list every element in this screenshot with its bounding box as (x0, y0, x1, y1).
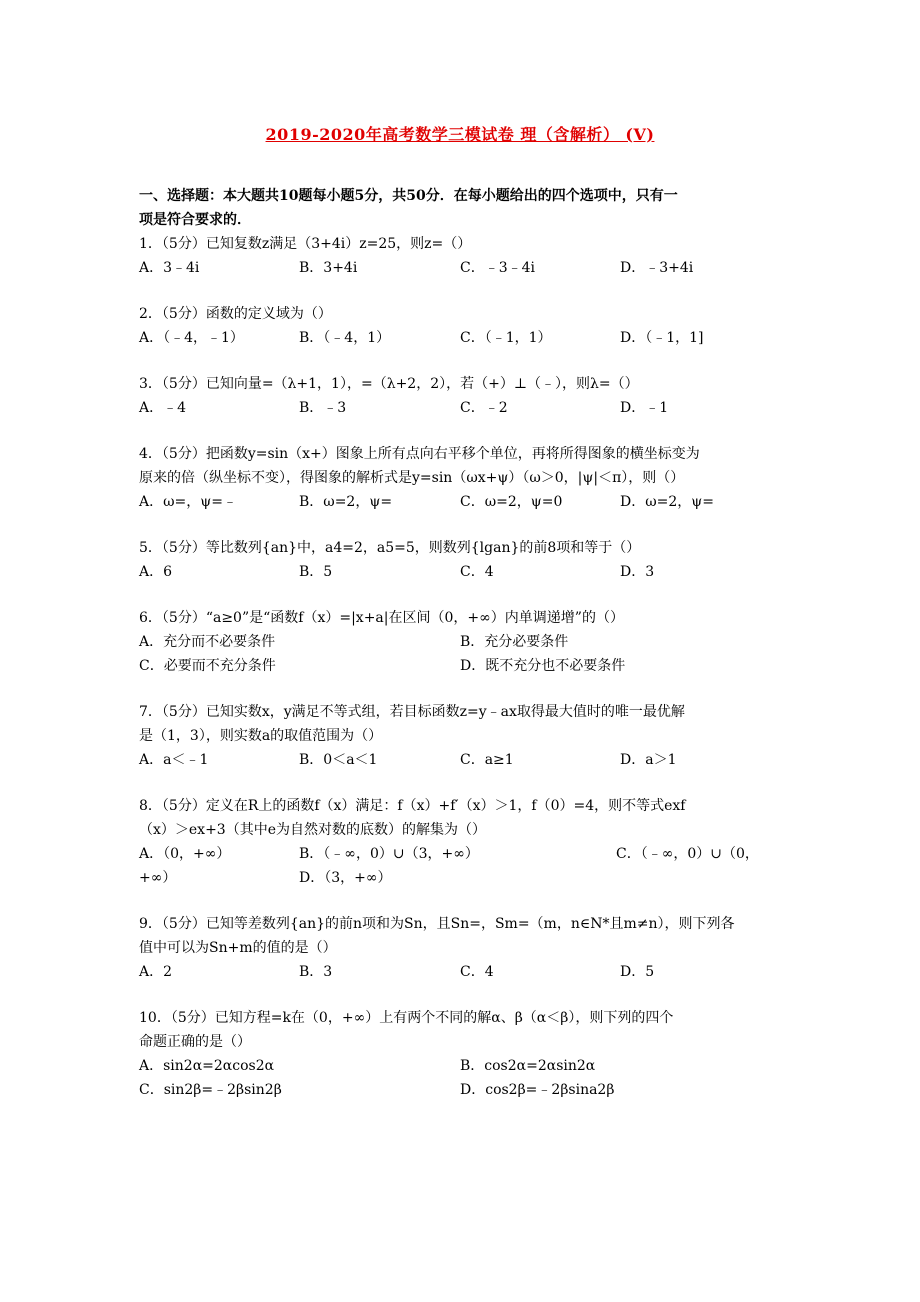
question-5 (139, 536, 784, 584)
option-d: D．﹣1 (620, 400, 669, 416)
question-9 (139, 912, 784, 984)
question-options (139, 560, 784, 584)
option-a: A．6 (139, 564, 173, 580)
question-text: 5．（5分）等比数列{an}中，a4=2，a5=5，则数列{lgan}的前8项和等于（） (139, 540, 641, 556)
option-d: D．（3，+∞） (299, 870, 392, 886)
question-options-row2 (139, 1078, 784, 1102)
option-b: B．0＜a＜1 (299, 752, 378, 768)
question-options-row2 (139, 654, 784, 678)
option-c: C．﹣2 (460, 400, 508, 416)
section-heading (139, 184, 784, 232)
option-b: B．﹣3 (299, 400, 347, 416)
option-b: B．充分必要条件 (460, 634, 569, 650)
question-text-cont: 是（1，3），则实数a的取值范围为（） (139, 728, 383, 744)
section-line-2: 项是符合要求的． (139, 212, 251, 228)
option-c: C．必要而不充分条件 (139, 658, 276, 674)
option-c: C．（﹣∞，0）∪（0， (616, 846, 759, 862)
option-b: B．ω=2，ψ= (299, 494, 393, 510)
option-c: C．4 (460, 564, 494, 580)
question-text: 7．（5分）已知实数x，y满足不等式组，若目标函数z=y﹣ax取得最大值时的唯一最优解 (139, 704, 685, 720)
question-8 (139, 794, 784, 890)
option-d: D．5 (620, 964, 655, 980)
question-text: 4．（5分）把函数y=sin（x+）图象上所有点向右平移个单位，再将所得图象的横坐标变为 (139, 446, 700, 462)
question-text: 6．（5分）“a≥0”是“函数f（x）=|x+a|在区间（0，+∞）内单调递增”的（） (139, 610, 624, 626)
question-text: 9．（5分）已知等差数列{an}的前n项和为Sn，且Sn=，Sm=（m，n∈N*且m≠n），则下列各 (139, 916, 735, 932)
question-options (139, 960, 784, 984)
question-options (139, 396, 784, 420)
question-options-row1 (139, 1054, 784, 1078)
option-a: A．﹣4 (139, 400, 187, 416)
option-c: C．﹣3﹣4i (460, 260, 536, 276)
question-options (139, 748, 784, 772)
option-d: D．a＞1 (620, 752, 677, 768)
option-a: A．3﹣4i (139, 260, 200, 276)
option-c: C．a≥1 (460, 752, 514, 768)
question-options (139, 842, 784, 890)
option-b: B．5 (299, 564, 333, 580)
option-b: B．（﹣4，1） (299, 330, 391, 346)
question-text: 3．（5分）已知向量=（λ+1，1），=（λ+2，2），若（+）⊥（﹣），则λ=（） (139, 376, 639, 392)
question-text-cont: 值中可以为Sn+m的值的是（） (139, 940, 337, 956)
document-title (0, 122, 920, 145)
option-d: D．3 (620, 564, 655, 580)
question-10 (139, 1006, 784, 1102)
question-text: 8．（5分）定义在R上的函数f（x）满足：f（x）+f′（x）＞1，f（0）=4，则不等式exf (139, 798, 686, 814)
question-4 (139, 442, 784, 514)
option-a: A．（0，+∞） (139, 846, 231, 862)
question-2 (139, 302, 784, 350)
question-options (139, 256, 784, 280)
option-a: A．（﹣4，﹣1） (139, 330, 244, 346)
option-a: A．2 (139, 964, 173, 980)
question-text: 1．（5分）已知复数z满足（3+4i）z=25，则z=（） (139, 236, 472, 252)
question-7 (139, 700, 784, 772)
option-d: D．ω=2，ψ= (620, 494, 714, 510)
question-list (139, 184, 784, 1102)
option-d: D．﹣3+4i (620, 260, 694, 276)
option-b: B．（﹣∞，0）∪（3，+∞） (299, 846, 479, 862)
question-options (139, 490, 784, 514)
option-d: D．既不充分也不必要条件 (460, 658, 626, 674)
option-c: C．4 (460, 964, 494, 980)
question-text: 2．（5分）函数的定义域为（） (139, 306, 332, 322)
option-c-cont: +∞） (139, 870, 177, 886)
option-d: D．cos2β=﹣2βsina2β (460, 1082, 615, 1098)
option-b: B．cos2α=2αsin2α (460, 1058, 596, 1074)
section-line-1: 一、选择题：本大题共10题每小题5分，共50分．在每小题给出的四个选项中，只有一 (139, 188, 678, 204)
option-a: A．a＜﹣1 (139, 752, 209, 768)
option-d: D．（﹣1，1] (620, 330, 704, 346)
question-options (139, 326, 784, 350)
option-a: A．充分而不必要条件 (139, 634, 276, 650)
question-options-row1 (139, 630, 784, 654)
question-6 (139, 606, 784, 678)
option-a: A．ω=，ψ=﹣ (139, 494, 237, 510)
option-c: C．ω=2，ψ=0 (460, 494, 563, 510)
question-text-cont: 命题正确的是（） (139, 1034, 251, 1050)
question-text-cont: （x）＞ex+3（其中e为自然对数的底数）的解集为（） (139, 822, 486, 838)
option-b: B．3+4i (299, 260, 358, 276)
option-b: B．3 (299, 964, 333, 980)
question-text-cont: 原来的倍（纵坐标不变），得图象的解析式是y=sin（ωx+ψ）（ω＞0，|ψ|＜π），则（） (139, 470, 685, 486)
option-a: A．sin2α=2αcos2α (139, 1058, 275, 1074)
question-1 (139, 232, 784, 280)
option-c: C．sin2β=﹣2βsin2β (139, 1082, 282, 1098)
question-3 (139, 372, 784, 420)
title-text: 2019-2020年高考数学三模试卷 理（含解析） (V) (265, 125, 655, 144)
option-c: C．（﹣1，1） (460, 330, 552, 346)
question-text: 10．（5分）已知方程=k在（0，+∞）上有两个不同的解α、β（α＜β），则下列的四个 (139, 1010, 674, 1026)
